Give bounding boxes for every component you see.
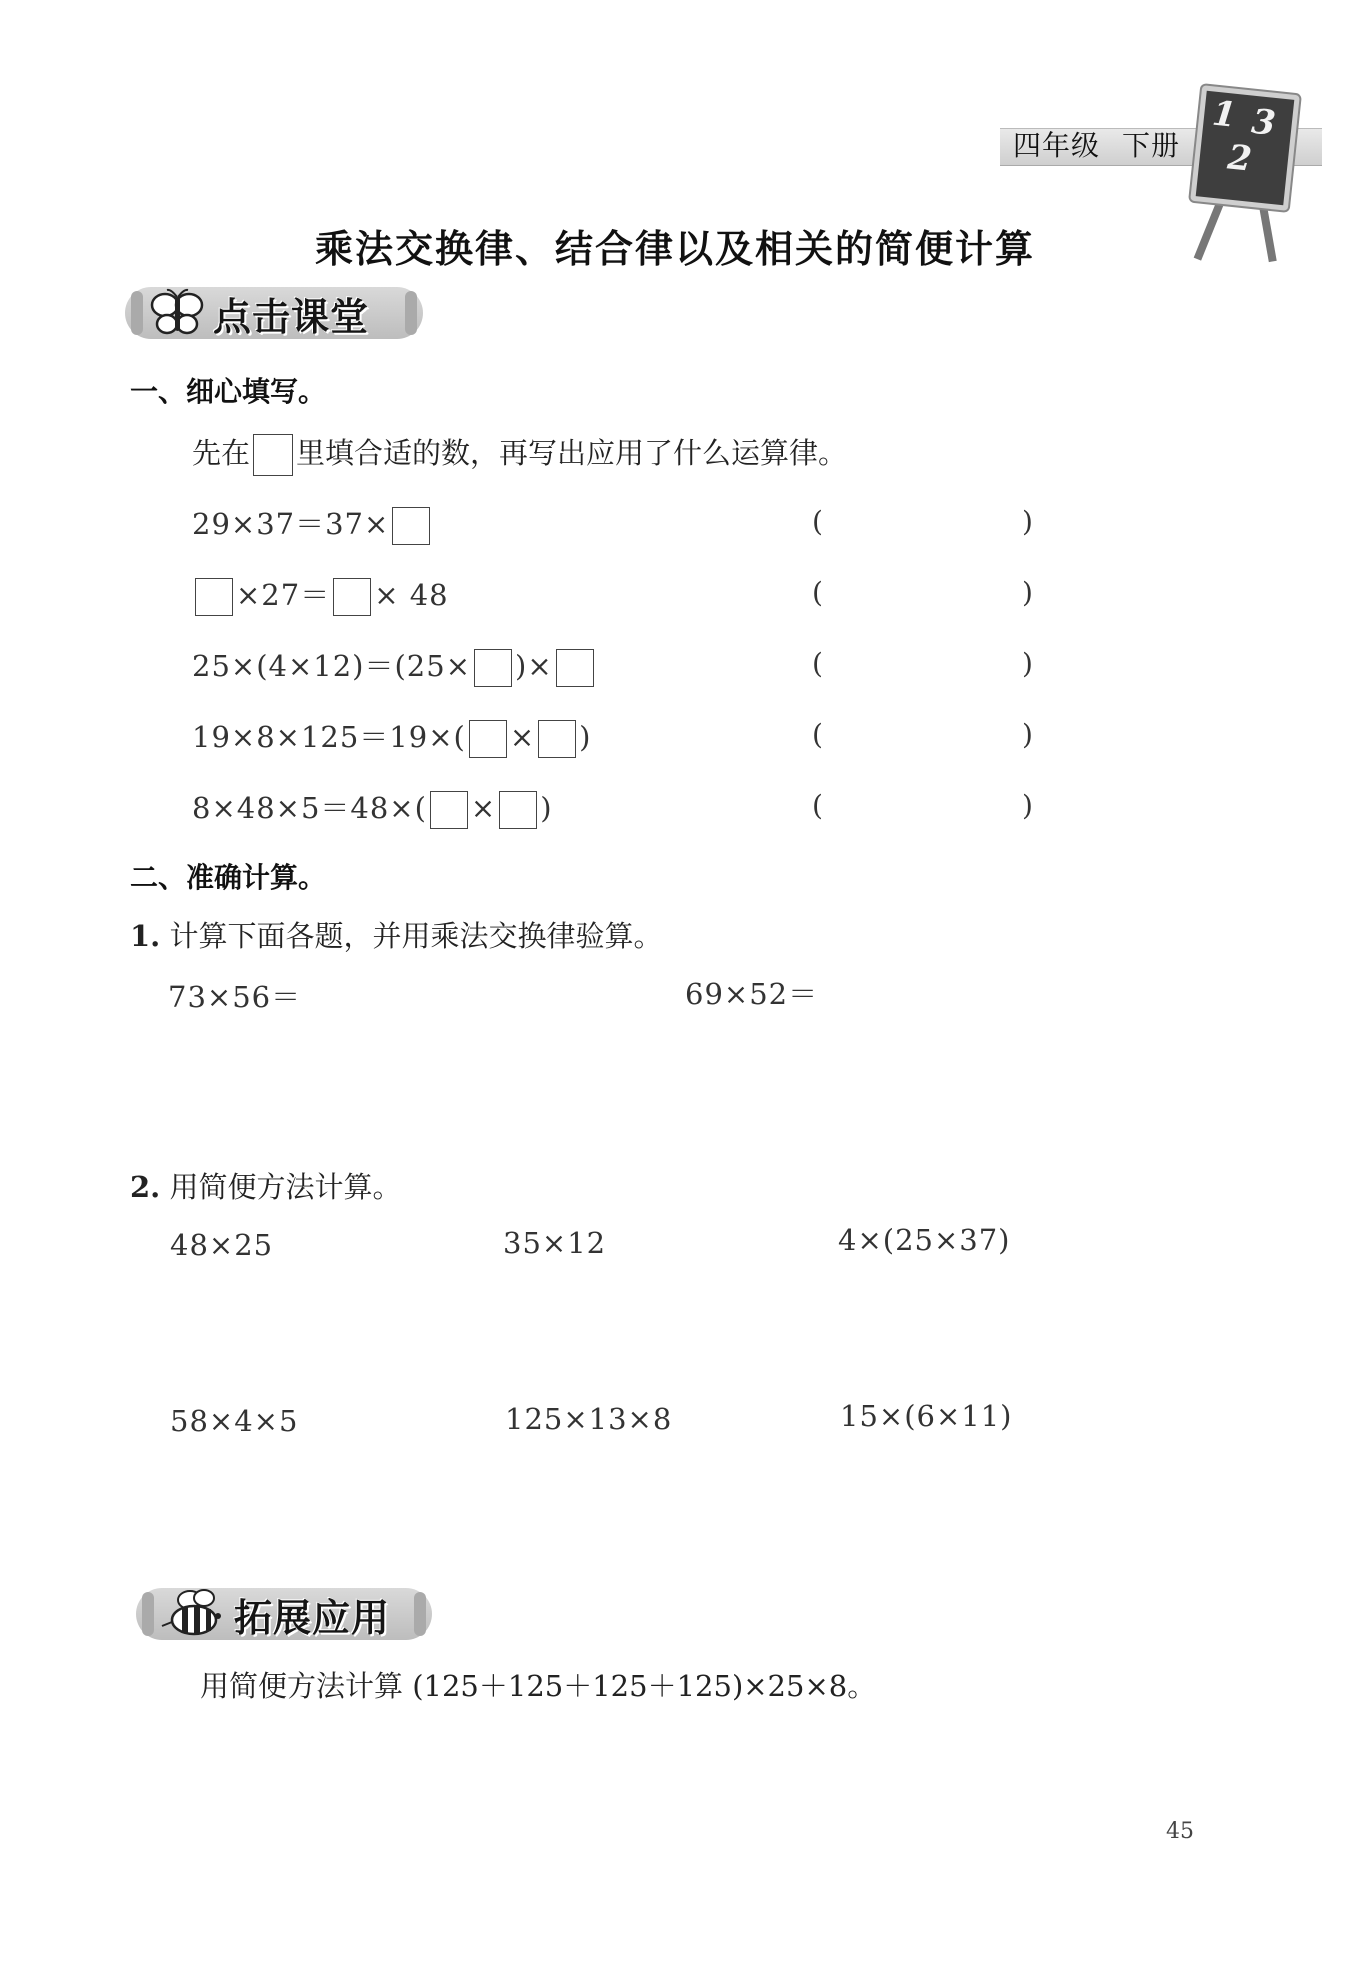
paren-open: ( <box>812 789 823 822</box>
calc-expr: 69×52＝ <box>685 977 819 1011</box>
blackboard-icon <box>1190 85 1300 211</box>
page-title: 乘法交换律、结合律以及相关的简便计算 <box>314 227 1035 271</box>
expr-text: × <box>470 791 497 825</box>
answer-box[interactable] <box>469 720 507 758</box>
answer-box[interactable] <box>333 578 371 616</box>
calc-expr: 58×4×5 <box>170 1404 299 1438</box>
fill-item <box>192 502 433 545</box>
fill-item <box>192 715 591 758</box>
banner-cap <box>414 1592 426 1636</box>
extension-question: 用简便方法计算 (125＋125＋125＋125)×25×8。 <box>200 1669 877 1703</box>
emblem-digit: 1 <box>1210 93 1239 136</box>
answer-box[interactable] <box>538 720 576 758</box>
calc-expr: 73×56＝ <box>168 980 302 1014</box>
paren-open: ( <box>812 647 823 680</box>
expr-text: 8×48×5＝48×( <box>192 791 427 825</box>
banner-cap <box>142 1592 154 1636</box>
answer-box[interactable] <box>430 791 468 829</box>
banner-title: 点击课堂 <box>213 294 370 339</box>
question-text: 计算下面各题，并用乘法交换律验算。 <box>169 919 663 953</box>
banner-cap <box>405 291 417 335</box>
calc-expr: 48×25 <box>170 1228 274 1262</box>
heading-calculate: 二、准确计算。 <box>130 861 327 894</box>
question-number: 1. <box>130 919 161 953</box>
banner-title: 拓展应用 <box>234 1595 391 1640</box>
bee-icon <box>154 1586 234 1642</box>
answer-box[interactable] <box>253 434 293 476</box>
expr-text: ) <box>540 791 553 825</box>
paren-close: ) <box>1022 718 1033 751</box>
paren-open: ( <box>812 718 823 751</box>
question-1 <box>130 914 663 955</box>
expr-text: × <box>509 720 536 754</box>
fill-item <box>192 786 553 829</box>
answer-box[interactable] <box>556 649 594 687</box>
section-banner-extension <box>136 1588 432 1640</box>
heading-fill-in: 一、细心填写。 <box>130 375 327 408</box>
emblem-digit: 2 <box>1225 137 1254 180</box>
section-banner-classroom <box>125 287 423 339</box>
expr-text: ×27＝ <box>236 578 331 612</box>
paren-close: ) <box>1022 647 1033 680</box>
expr-text: 25×(4×12)＝(25× <box>192 649 471 683</box>
butterfly-icon <box>143 287 213 339</box>
paren-open: ( <box>812 576 823 609</box>
instruction-pre: 先在 <box>192 436 251 470</box>
paren-close: ) <box>1022 789 1033 822</box>
volume-text: 下册 <box>1122 129 1181 162</box>
expr-text: )× <box>515 649 553 683</box>
expr-text: 19×8×125＝19×( <box>192 720 466 754</box>
calc-expr: 35×12 <box>503 1226 607 1260</box>
answer-box[interactable] <box>195 578 233 616</box>
answer-box[interactable] <box>392 507 430 545</box>
paren-open: ( <box>812 505 823 538</box>
question-number: 2. <box>130 1170 161 1204</box>
paren-close: ) <box>1022 576 1033 609</box>
grade-text: 四年级 <box>1013 129 1101 162</box>
calc-expr: 125×13×8 <box>505 1402 673 1436</box>
fill-item <box>192 573 449 616</box>
calc-expr: 15×(6×11) <box>840 1399 1013 1433</box>
grade-label <box>1013 128 1202 164</box>
instruction-post: 里填合适的数，再写出应用了什么运算律。 <box>296 436 848 470</box>
paren-close: ) <box>1022 505 1033 538</box>
answer-box[interactable] <box>499 791 537 829</box>
calc-expr: 4×(25×37) <box>838 1223 1011 1257</box>
question-2 <box>130 1165 402 1206</box>
instruction <box>192 431 847 476</box>
expr-text: × 48 <box>374 578 449 612</box>
expr-text: ) <box>579 720 592 754</box>
expr-text: 29×37＝37× <box>192 507 390 541</box>
page-number: 45 <box>1166 1819 1194 1844</box>
emblem-digit: 3 <box>1249 101 1278 144</box>
answer-box[interactable] <box>474 649 512 687</box>
banner-cap <box>131 291 143 335</box>
fill-item <box>192 644 597 687</box>
question-text: 用简便方法计算。 <box>169 1170 402 1204</box>
